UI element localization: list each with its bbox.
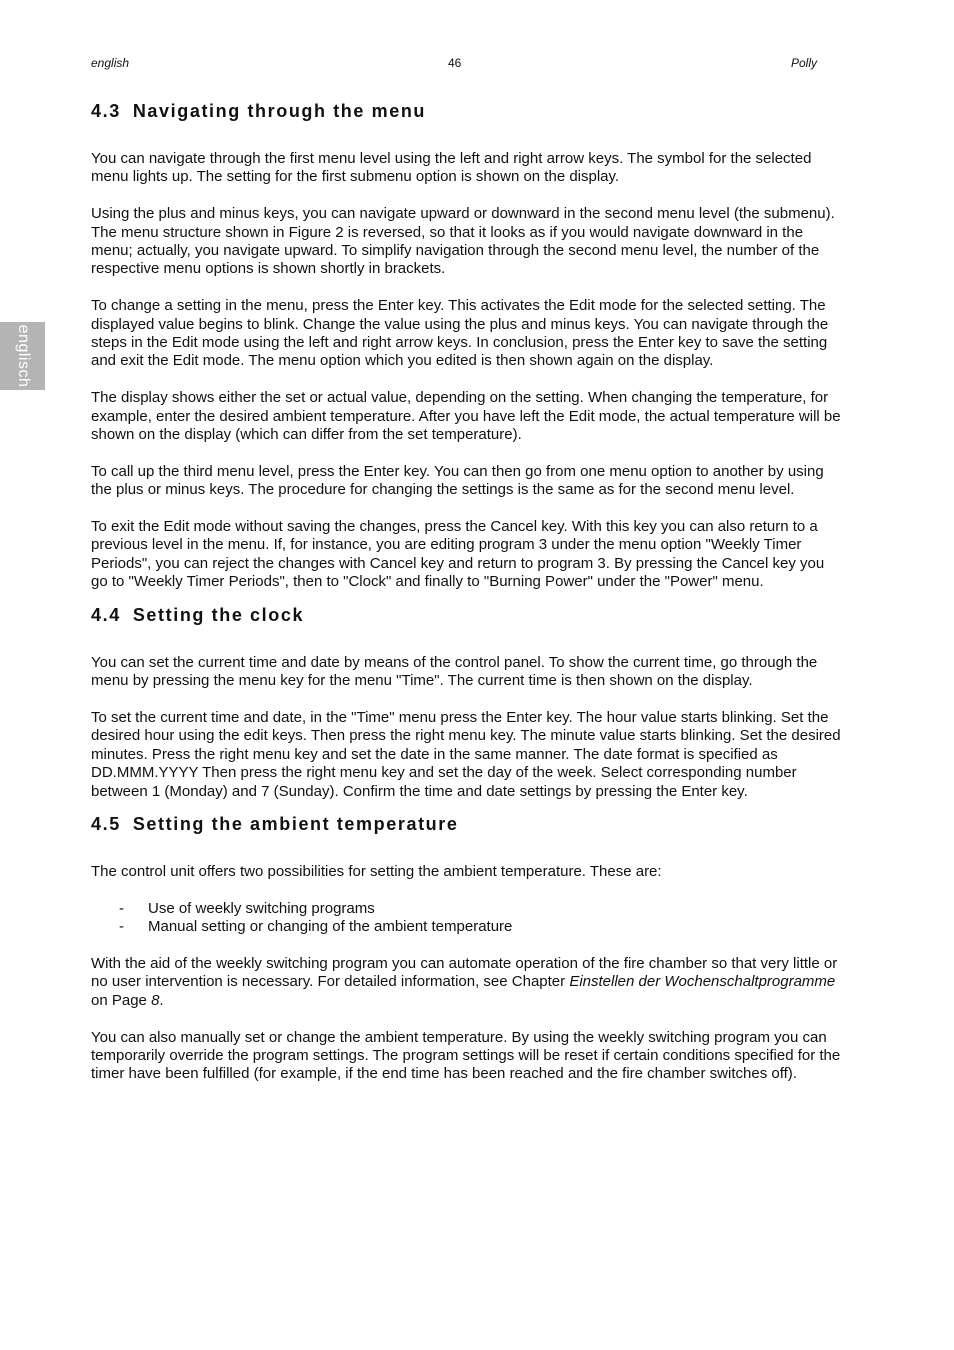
paragraph: You can set the current time and date by means of the control panel. To show the current time, go through the menu by pressing the menu key for the menu "Time". The current time is then shown on the display. xyxy=(91,653,818,690)
section-number: 4.3 xyxy=(91,101,121,121)
section-number: 4.5 xyxy=(91,813,121,834)
paragraph: To change a setting in the menu, press the Enter key. This activates the Edit mode for the selected setting. The displayed value begins to blink. Change the value using the plus and minus keys. You can navigate through the steps in the Edit mode using the left and right arrow keys. In conclusion, press the Enter key to save the setting and exit the Edit mode. The menu option which you edited is then shown again on the display. xyxy=(91,297,829,370)
paragraph xyxy=(91,955,843,1010)
list-marker: - xyxy=(119,918,124,936)
list-item-text: Manual setting or changing of the ambient temperature xyxy=(148,918,513,936)
bullet-list xyxy=(91,900,843,937)
paragraph-text: on Page xyxy=(91,991,152,1009)
paragraph: The control unit offers two possibilities for setting the ambient temperature. These are: xyxy=(91,862,662,880)
section-title: Navigating through the menu xyxy=(132,101,427,121)
paragraph-text: With the aid of the weekly switching program you can automate operation of the fire chamber so that very little or no user intervention is necessary. For detailed information, see Chapter xyxy=(91,954,838,991)
paragraph: Using the plus and minus keys, you can navigate upward or downward in the second menu level (the submenu). The menu structure shown in Figure 2 is reversed, so that it looks as if you would navigate downward in the menu; actually, you navigate upward. To simplify navigation through the second menu level, the number of the respective menu options is shown shortly in brackets. xyxy=(91,205,835,278)
page-number: 46 xyxy=(448,56,462,70)
list-marker: - xyxy=(119,899,124,917)
side-tab-label: englisch xyxy=(14,324,32,388)
section-title: Setting the clock xyxy=(132,604,305,625)
header-language: english xyxy=(91,56,130,70)
section-heading-4-3 xyxy=(91,100,843,122)
paragraph: To exit the Edit mode without saving the changes, press the Cancel key. With this key you can also return to a previous level in the menu. If, for instance, you are editing program 3 under the menu option "Weekly Timer Periods", you can reject the changes with Cancel key and return to program 3. By pressing the Cancel key you go to "Weekly Timer Periods", then to "Clock" and finally to "Burning Power" under the "Power" menu. xyxy=(91,518,825,591)
paragraph: The display shows either the set or actual value, depending on the setting. When changing the temperature, for example, enter the desired ambient temperature. After you have left the Edit mode, the actual temperature will be shown on the display (which can differ from the set temperature). xyxy=(91,389,841,444)
section-title: Setting the ambient temperature xyxy=(132,813,459,834)
list-item-text: Use of weekly switching programs xyxy=(148,899,375,917)
paragraph: You can also manually set or change the ambient temperature. By using the weekly switching program you can temporarily override the program settings. The program settings will be reset if certain conditions specified for the timer have been fulfilled (for example, if the end time has been reached and the fire chamber switches off). xyxy=(91,1028,841,1083)
paragraph-text: . xyxy=(159,991,164,1009)
paragraph: To call up the third menu level, press the Enter key. You can then go from one menu option to another by using the plus or minus keys. The procedure for changing the settings is the same as for the second menu level. xyxy=(91,462,824,499)
section-heading-4-5 xyxy=(91,813,843,835)
header-product: Polly xyxy=(791,56,818,70)
section-number: 4.4 xyxy=(91,604,121,625)
page-reference: 8 xyxy=(151,991,160,1009)
page-content xyxy=(91,100,843,1084)
section-heading-4-4 xyxy=(91,604,843,626)
chapter-reference: Einstellen der Wochenschaltprogramme xyxy=(569,973,836,991)
list-item xyxy=(91,918,843,936)
list-item xyxy=(91,900,843,918)
language-side-tab xyxy=(0,322,45,390)
paragraph: To set the current time and date, in the "Time" menu press the Enter key. The hour value starts blinking. Set the desired hour using the edit keys. Then press the right menu key. The minute value starts blinking. Set the desired minutes. Press the right menu key and set the date in the same manner. The date format is specified as DD.MMM.YYYY Then press the right menu key and set the day of the week. Select corresponding number between 1 (Monday) and 7 (Sunday). Confirm the time and date settings by pressing the Enter key. xyxy=(91,708,841,800)
paragraph: You can navigate through the first menu level using the left and right arrow keys. The symbol for the selected menu lights up. The setting for the first submenu option is shown on the display. xyxy=(91,150,812,186)
